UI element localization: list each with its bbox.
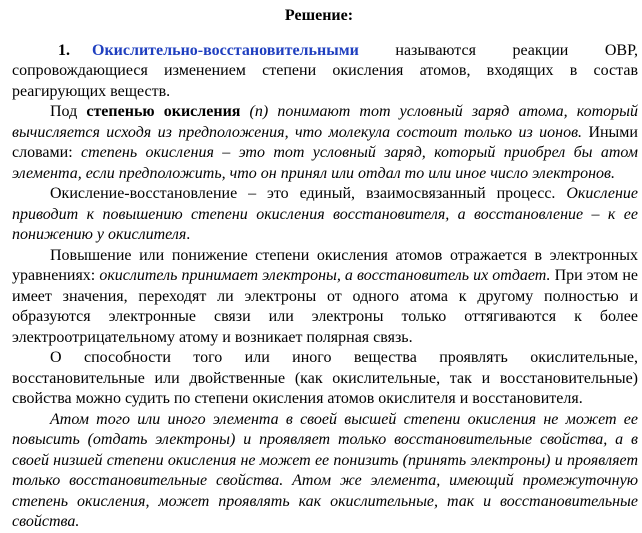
highest-lowest-state-text: Атом того или иного элемента в своей высшей степени окисления не может ее повысить (отдать электроны) и проявляет только восстановительные свойства, а в своей низшей степени окисления не может ее понизить (принять электроны) и проявляет только восстановительные свойства. Атом же элемента, имеющий промежуточную степень окисления, может проявлять как окислительные, так и восстановительные свойства. <box>12 410 638 530</box>
oxidation-state-mid: Иными словами: <box>12 123 638 161</box>
redox-process-lead: Окисление-восстановление – это единый, взаимосвязанный процесс. <box>50 185 567 202</box>
oxidation-state-definition-2: степень окисления – это тот условный заряд, который приобрел бы атом элемента, если предположить, что он принял или отдал то или иное число электронов. <box>12 144 638 182</box>
electron-equations-italic: окислитель принимает электроны, а восстановитель их отдает. <box>99 267 551 284</box>
oxidation-state-lead: Под <box>50 103 87 120</box>
electron-equations-rest: При этом не имеет значения, переходят ли электроны от одного атома к другому полностью и образуются электронные связи или электроны только оттягиваются к более электроотрицательному атому и возникает полярная связь. <box>12 267 638 346</box>
properties-text: О способности того или иного вещества проявлять окислительные, восстановительные или двойственные (как окислительные, так и восстановительные) свойства можно судить по степени окисления атомов окислителя и восстановителя. <box>12 349 638 407</box>
paragraph-electron-equations <box>12 246 638 349</box>
oxidation-state-definition: (n) понимают тот условный заряд атома, который вычисляется исходя из предположения, что молекула состоит только из ионов. <box>12 103 639 141</box>
redox-definition-text: называются реакции ОВР, сопровождающиеся изменением степени окисления атомов, входящих в состав реагирующих веществ. <box>12 41 639 100</box>
electron-equations-lead: Повышение или понижение степени окисления атомов отражается в электронных уравнениях: <box>12 246 638 284</box>
paragraph-redox-definition <box>12 41 638 103</box>
term-redox: Окислительно-восстановительными <box>92 41 359 59</box>
redox-process-end: . <box>186 226 191 243</box>
paragraph-highest-lowest-state <box>12 410 638 533</box>
solution-heading: Решение: <box>284 7 354 24</box>
paragraph-properties <box>12 348 638 410</box>
item-number: 1. <box>58 41 70 59</box>
paragraph-oxidation-state <box>12 102 638 184</box>
redox-process-italic: Окисление приводит к повышению степени окисления восстановителя, а восстановление – к ее понижению у окислителя <box>12 185 638 243</box>
paragraph-redox-process <box>12 184 638 246</box>
term-oxidation-state: степенью окисления <box>86 103 241 120</box>
